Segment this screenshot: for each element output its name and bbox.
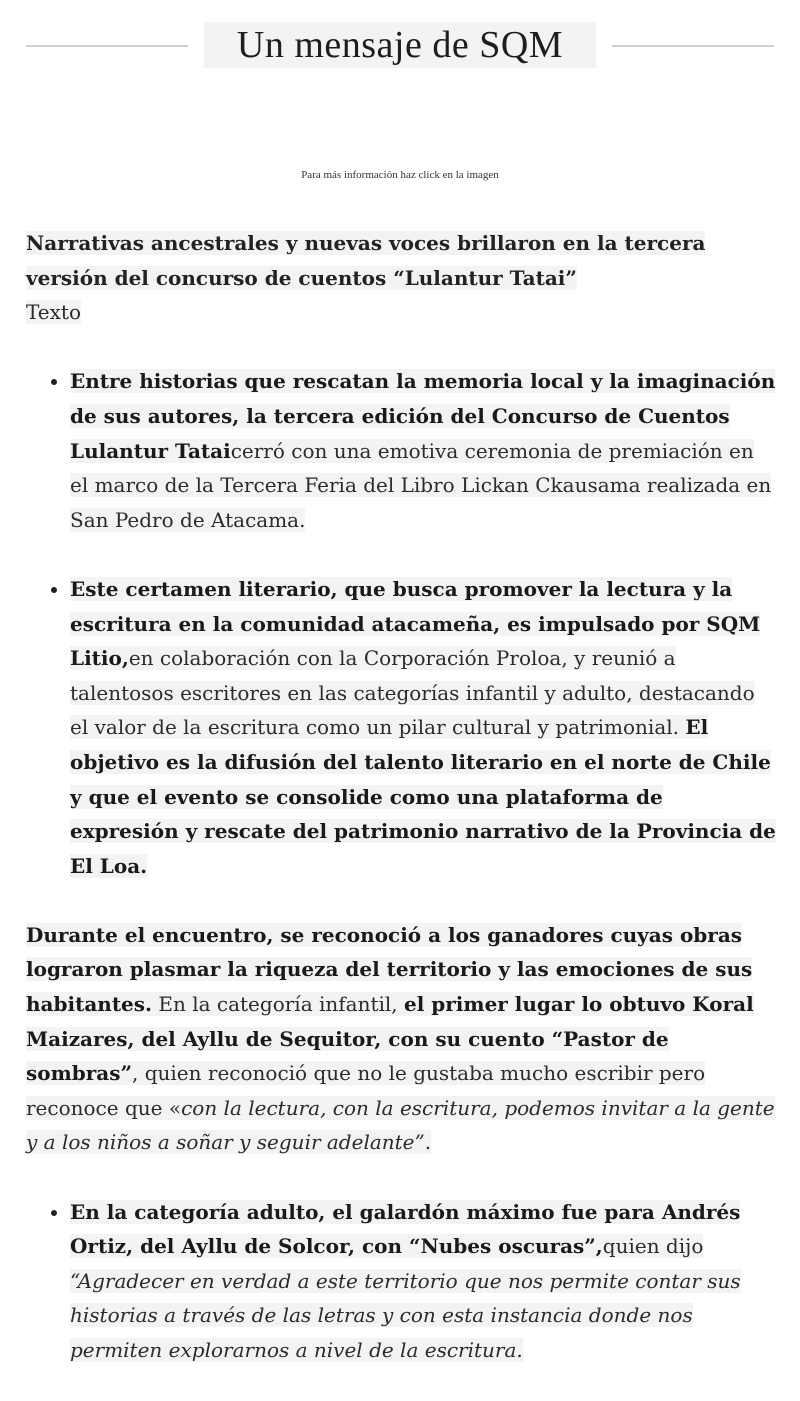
image-caption[interactable]: Para más información haz click en la imagen	[301, 169, 499, 181]
subtext: Texto	[26, 300, 81, 325]
bullet2-text: en colaboración con la Corporación Proloa, y reunió a talentosos escritores en las categorías infantil y adulto, destacando el valor de la escritura como un pilar cultural y patrimonial.	[70, 646, 755, 740]
article-body	[26, 226, 778, 1368]
highlights-list-2	[26, 572, 778, 883]
list-item	[70, 572, 778, 883]
article-paragraph	[26, 918, 778, 1160]
paragraph-quote: con la lectura, con la escritura, podemos invitar a la gente y a los niños a soñar y seguir adelante”.	[26, 1095, 775, 1155]
headline-text: Narrativas ancestrales y nuevas voces brillaron en la tercera versión del concurso de cuentos “Lulantur Tatai”	[26, 231, 706, 290]
paragraph-bold-1: Durante el encuentro, se reconoció a los ganadores cuyas obras lograron plasmar la riqueza del territorio y las emociones de sus habitantes.	[26, 922, 753, 1017]
paragraph-text-2: , quien reconoció que no le gustaba mucho escribir pero reconoce que «	[26, 1061, 706, 1120]
page-title: Un mensaje de SQM	[204, 22, 596, 68]
header-divider-right	[612, 45, 774, 47]
bullet1-bold-text: Entre historias que rescatan la memoria local y la imaginación de sus autores, la tercera edición del Concurso de Cuentos Lulantur Tatai	[70, 369, 776, 463]
header-divider-left	[26, 45, 188, 47]
bullet2-bold-text: Este certamen literario, que busca promover la lectura y la escritura en la comunidad atacameña, es impulsado por SQM Litio,	[70, 576, 761, 671]
bullet1-text: cerró con una emotiva ceremonia de premiación en el marco de la Tercera Feria del Libro Lickan Ckausama realizada en San Pedro de Atacama.	[70, 438, 772, 532]
highlights-list-3	[26, 1195, 778, 1368]
list-item	[70, 1195, 778, 1368]
page-header	[0, 0, 800, 100]
bullet3-text: quien dijo	[602, 1234, 704, 1259]
article-headline	[26, 226, 778, 330]
list-item	[70, 364, 778, 537]
paragraph-bold-2: el primer lugar lo obtuvo Koral Maizares, del Ayllu de Sequitor, con su cuento “Pastor de sombras”	[26, 992, 754, 1086]
highlights-list	[26, 364, 778, 537]
bullet2-bold-text-2: El objetivo es la difusión del talento literario en el norte de Chile y que el evento se consolide como una plataforma de expresión y rescate del patrimonio narrativo de la Provincia de El Loa.	[70, 715, 776, 878]
bullet3-quote: “Agradecer en verdad a este territorio que nos permite contar sus historias a través de las letras y con esta instancia donde nos permiten explorarnos a nivel de la escritura.	[70, 1268, 741, 1362]
paragraph-text-1: En la categoría infantil,	[152, 992, 404, 1017]
bullet3-bold-text: En la categoría adulto, el galardón máximo fue para Andrés Ortiz, del Ayllu de Solcor, con “Nubes oscuras”,	[70, 1199, 741, 1259]
